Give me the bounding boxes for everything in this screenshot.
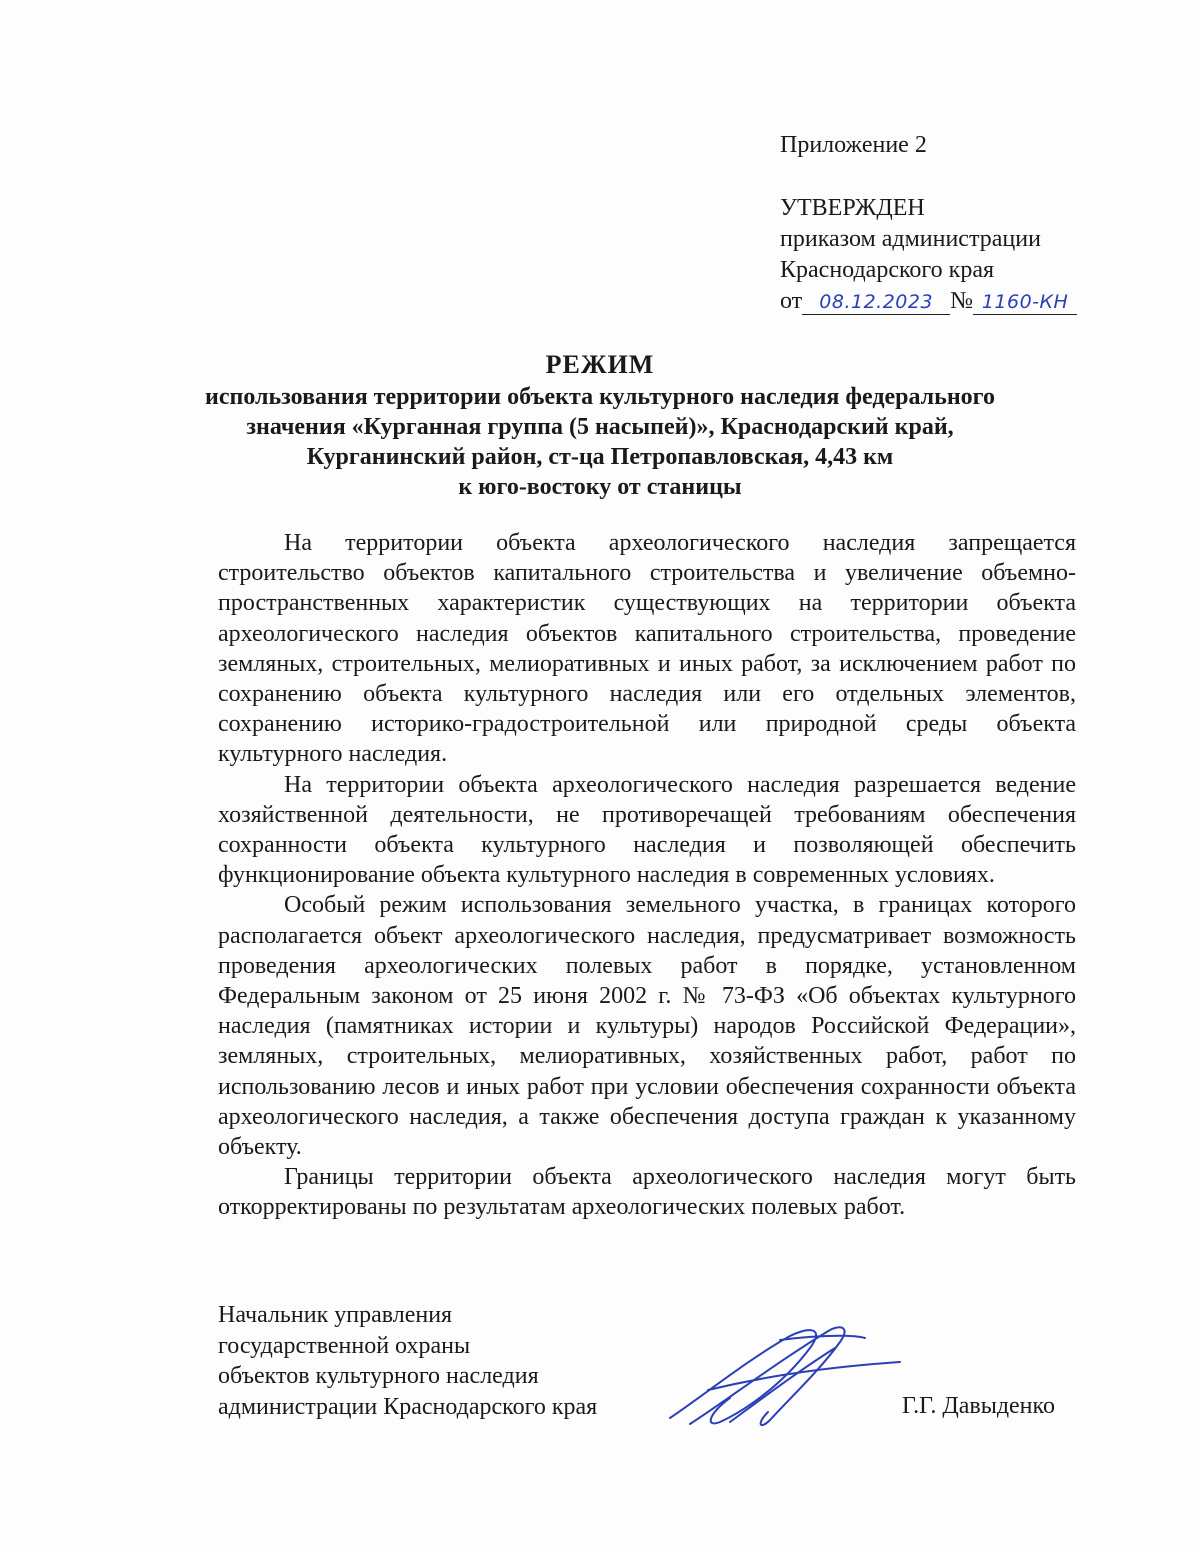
paragraph-3: Особый режим использования земельного участка, в границах которого располагается объект археологического наследия, предусматривает возможность проведения археологических полевых работ в порядке, установленном Федеральным законом от 25 июня 2002 г. № 73-ФЗ «Об объектах культурного наследия (памятниках истории и культуры) народов Российской Федерации», земляных, строительных, мелиоративных, хозяйственных работ, работ по использованию лесов и иных работ при условии обеспечения сохранности объекта археологического наследия, а также обеспечения доступа граждан к указанному объекту. — [218, 892, 1076, 1161]
document-body — [218, 528, 1076, 1223]
approved-by-line-1: приказом администрации — [780, 226, 1041, 252]
position-line-1: Начальник управления — [218, 1302, 453, 1328]
position-line-2: государственной охраны — [218, 1332, 471, 1359]
title-main: РЕЖИМ — [545, 350, 655, 379]
order-date-field — [802, 289, 950, 315]
approved-by-line-2: Краснодарского края — [780, 257, 995, 283]
title-line-3: Курганинский район, ст-ца Петропавловская, 4,43 км — [306, 444, 894, 470]
order-date-handwritten: 08.12.2023 — [819, 291, 934, 313]
document-title — [160, 350, 1040, 502]
title-line-2: значения «Курганная группа (5 насыпей)», Краснодарский край, — [246, 414, 954, 440]
order-number-handwritten: 1160-КН — [981, 291, 1069, 313]
number-prefix: № — [950, 288, 974, 314]
approval-stamp-block — [780, 130, 1077, 317]
paragraph-4: Границы территории объекта археологического наследия могут быть откорректированы по результатам археологических полевых работ. — [218, 1164, 1076, 1221]
approved-label: УТВЕРЖДЕН — [780, 195, 925, 221]
title-line-1: использования территории объекта культурного наследия федерального — [205, 384, 995, 410]
position-line-4: администрации Краснодарского края — [218, 1393, 598, 1420]
order-number-field — [973, 289, 1077, 315]
appendix-label: Приложение 2 — [780, 132, 927, 158]
position-line-3: объектов культурного наследия — [218, 1363, 539, 1389]
signatory-name: Г.Г. Давыденко — [902, 1393, 1055, 1419]
handwritten-signature-icon — [660, 1318, 910, 1438]
paragraph-1: На территории объекта археологического наследия запрещается строительство объектов капитального строительства и увеличение объемно-пространственных характеристик существующих на территории объекта археологического наследия объектов капитального строительства, проведение земляных, строительных, мелиоративных и иных работ, за исключением работ по сохранению объекта культурного наследия или его отдельных элементов, сохранению историко-градостроительной или природной среды объекта культурного наследия. — [218, 530, 1076, 768]
order-date-number-line — [780, 286, 1077, 317]
signatory-position — [218, 1300, 597, 1422]
date-prefix: от — [780, 288, 803, 314]
paragraph-2: На территории объекта археологического наследия разрешается ведение хозяйственной деятельности, не противоречащей требованиям обеспечения сохранности объекта культурного наследия и позволяющей обеспечить функционирование объекта культурного наследия в современных условиях. — [218, 771, 1076, 889]
title-line-4: к юго-востоку от станицы — [458, 474, 742, 500]
